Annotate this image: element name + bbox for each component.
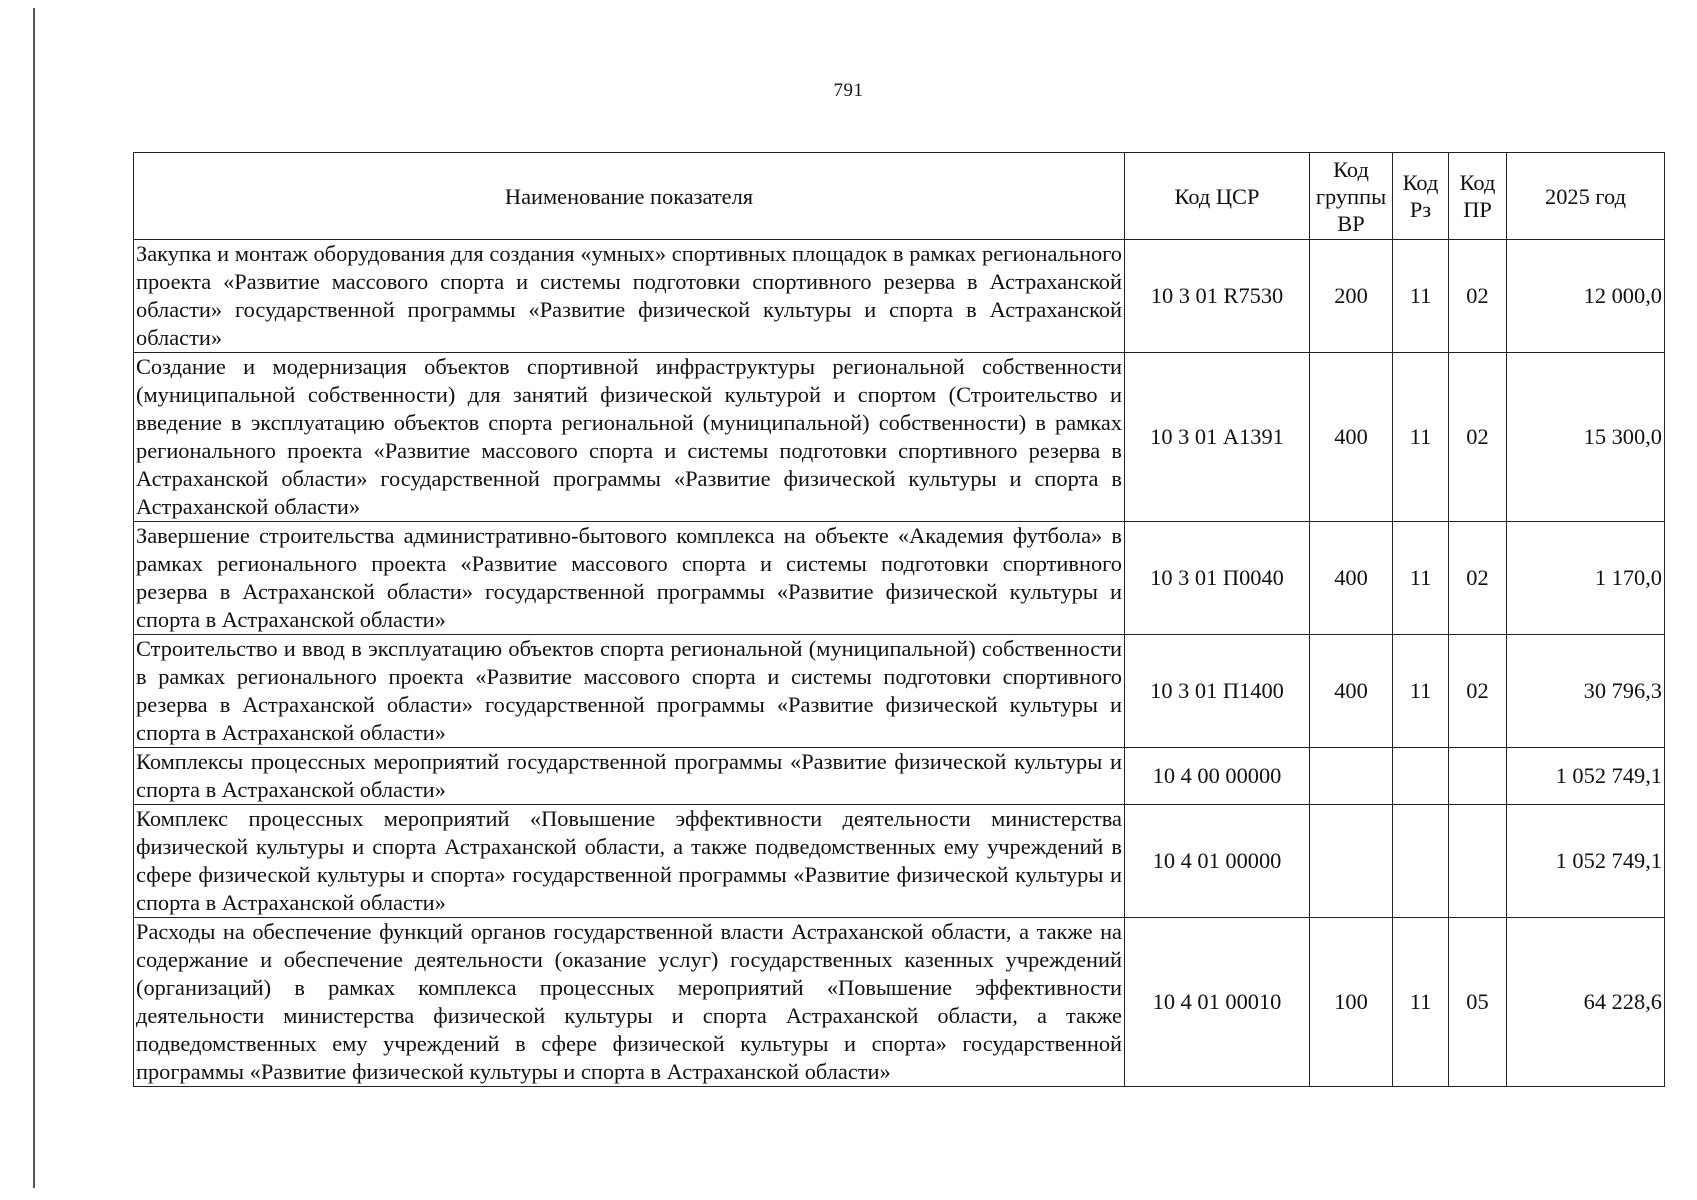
row-vr-code	[1310, 748, 1393, 805]
row-vr-code: 100	[1310, 918, 1393, 1087]
row-name: Завершение строительства административно-бытового комплекса на объекте «Академия футбола» в рамках регионального проекта «Развитие массового спорта и системы подготовки спортивного резерва в Астраханской области» государственной программы «Развитие физической культуры и спорта в Астраханской области»	[134, 522, 1125, 635]
row-name: Создание и модернизация объектов спортивной инфраструктуры региональной собственности (муниципальной собственности) для занятий физической культурой и спортом (Строительство и введение в эксплуатацию объектов спорта региональной (муниципальной) собственности) в рамках регионального проекта «Развитие массового спорта и системы подготовки спортивного резерва в Астраханской области» государственной программы «Развитие физической культуры и спорта в Астраханской области»	[134, 353, 1125, 522]
row-csr-code: 10 3 01 П0040	[1125, 522, 1310, 635]
header-pr-code: Код ПР	[1449, 153, 1507, 240]
header-rz-code: Код Рз	[1393, 153, 1449, 240]
row-name: Расходы на обеспечение функций органов государственной власти Астраханской области, а также на содержание и обеспечение деятельности (оказание услуг) государственных казенных учреждений (организаций) в рамках комплекса процессных мероприятий «Повышение эффективности деятельности министерства физической культуры и спорта Астраханской области, а также подведомственных ему учреждений в сфере физической культуры и спорта» государственной программы «Развитие физической культуры и спорта в Астраханской области»	[134, 918, 1125, 1087]
page-number: 791	[833, 80, 864, 101]
table-row	[134, 353, 1665, 522]
row-vr-code: 200	[1310, 240, 1393, 353]
row-pr-code: 02	[1449, 240, 1507, 353]
row-vr-code	[1310, 805, 1393, 918]
table-row	[134, 240, 1665, 353]
row-csr-code: 10 4 00 00000	[1125, 748, 1310, 805]
header-name: Наименование показателя	[134, 153, 1125, 240]
row-csr-code: 10 3 01 А1391	[1125, 353, 1310, 522]
row-rz-code: 11	[1393, 918, 1449, 1087]
row-vr-code: 400	[1310, 353, 1393, 522]
header-vr-code: Код группы ВР	[1310, 153, 1393, 240]
row-csr-code: 10 4 01 00000	[1125, 805, 1310, 918]
row-rz-code: 11	[1393, 635, 1449, 748]
row-pr-code	[1449, 805, 1507, 918]
row-rz-code: 11	[1393, 240, 1449, 353]
header-year-2025: 2025 год	[1507, 153, 1665, 240]
row-amount-2025: 1 052 749,1	[1507, 805, 1665, 918]
row-amount-2025: 15 300,0	[1507, 353, 1665, 522]
row-amount-2025: 1 052 749,1	[1507, 748, 1665, 805]
header-csr-code: Код ЦСР	[1125, 153, 1310, 240]
row-csr-code: 10 4 01 00010	[1125, 918, 1310, 1087]
row-name: Строительство и ввод в эксплуатацию объектов спорта региональной (муниципальной) собственности в рамках регионального проекта «Развитие массового спорта и системы подготовки спортивного резерва в Астраханской области» государственной программы «Развитие физической культуры и спорта в Астраханской области»	[134, 635, 1125, 748]
row-csr-code: 10 3 01 П1400	[1125, 635, 1310, 748]
row-vr-code: 400	[1310, 635, 1393, 748]
row-rz-code: 11	[1393, 353, 1449, 522]
row-pr-code: 05	[1449, 918, 1507, 1087]
row-pr-code: 02	[1449, 522, 1507, 635]
row-vr-code: 400	[1310, 522, 1393, 635]
row-amount-2025: 12 000,0	[1507, 240, 1665, 353]
row-amount-2025: 30 796,3	[1507, 635, 1665, 748]
row-amount-2025: 1 170,0	[1507, 522, 1665, 635]
binding-margin-line	[33, 8, 35, 1188]
row-rz-code	[1393, 748, 1449, 805]
table-row	[134, 748, 1665, 805]
row-rz-code	[1393, 805, 1449, 918]
row-name: Закупка и монтаж оборудования для создания «умных» спортивных площадок в рамках регионального проекта «Развитие массового спорта и системы подготовки спортивного резерва в Астраханской области» государственной программы «Развитие физической культуры и спорта в Астраханской области»	[134, 240, 1125, 353]
row-pr-code: 02	[1449, 353, 1507, 522]
table-row	[134, 805, 1665, 918]
budget-table	[133, 152, 1665, 1087]
table-row	[134, 522, 1665, 635]
table-header-row	[134, 153, 1665, 240]
row-amount-2025: 64 228,6	[1507, 918, 1665, 1087]
row-name: Комплекс процессных мероприятий «Повышение эффективности деятельности министерства физической культуры и спорта Астраханской области, а также подведомственных ему учреждений в сфере физической культуры и спорта» государственной программы «Развитие физической культуры и спорта в Астраханской области»	[134, 805, 1125, 918]
row-pr-code	[1449, 748, 1507, 805]
row-rz-code: 11	[1393, 522, 1449, 635]
table-row	[134, 635, 1665, 748]
row-name: Комплексы процессных мероприятий государственной программы «Развитие физической культуры и спорта в Астраханской области»	[134, 748, 1125, 805]
table-row	[134, 918, 1665, 1087]
row-pr-code: 02	[1449, 635, 1507, 748]
row-csr-code: 10 3 01 R7530	[1125, 240, 1310, 353]
